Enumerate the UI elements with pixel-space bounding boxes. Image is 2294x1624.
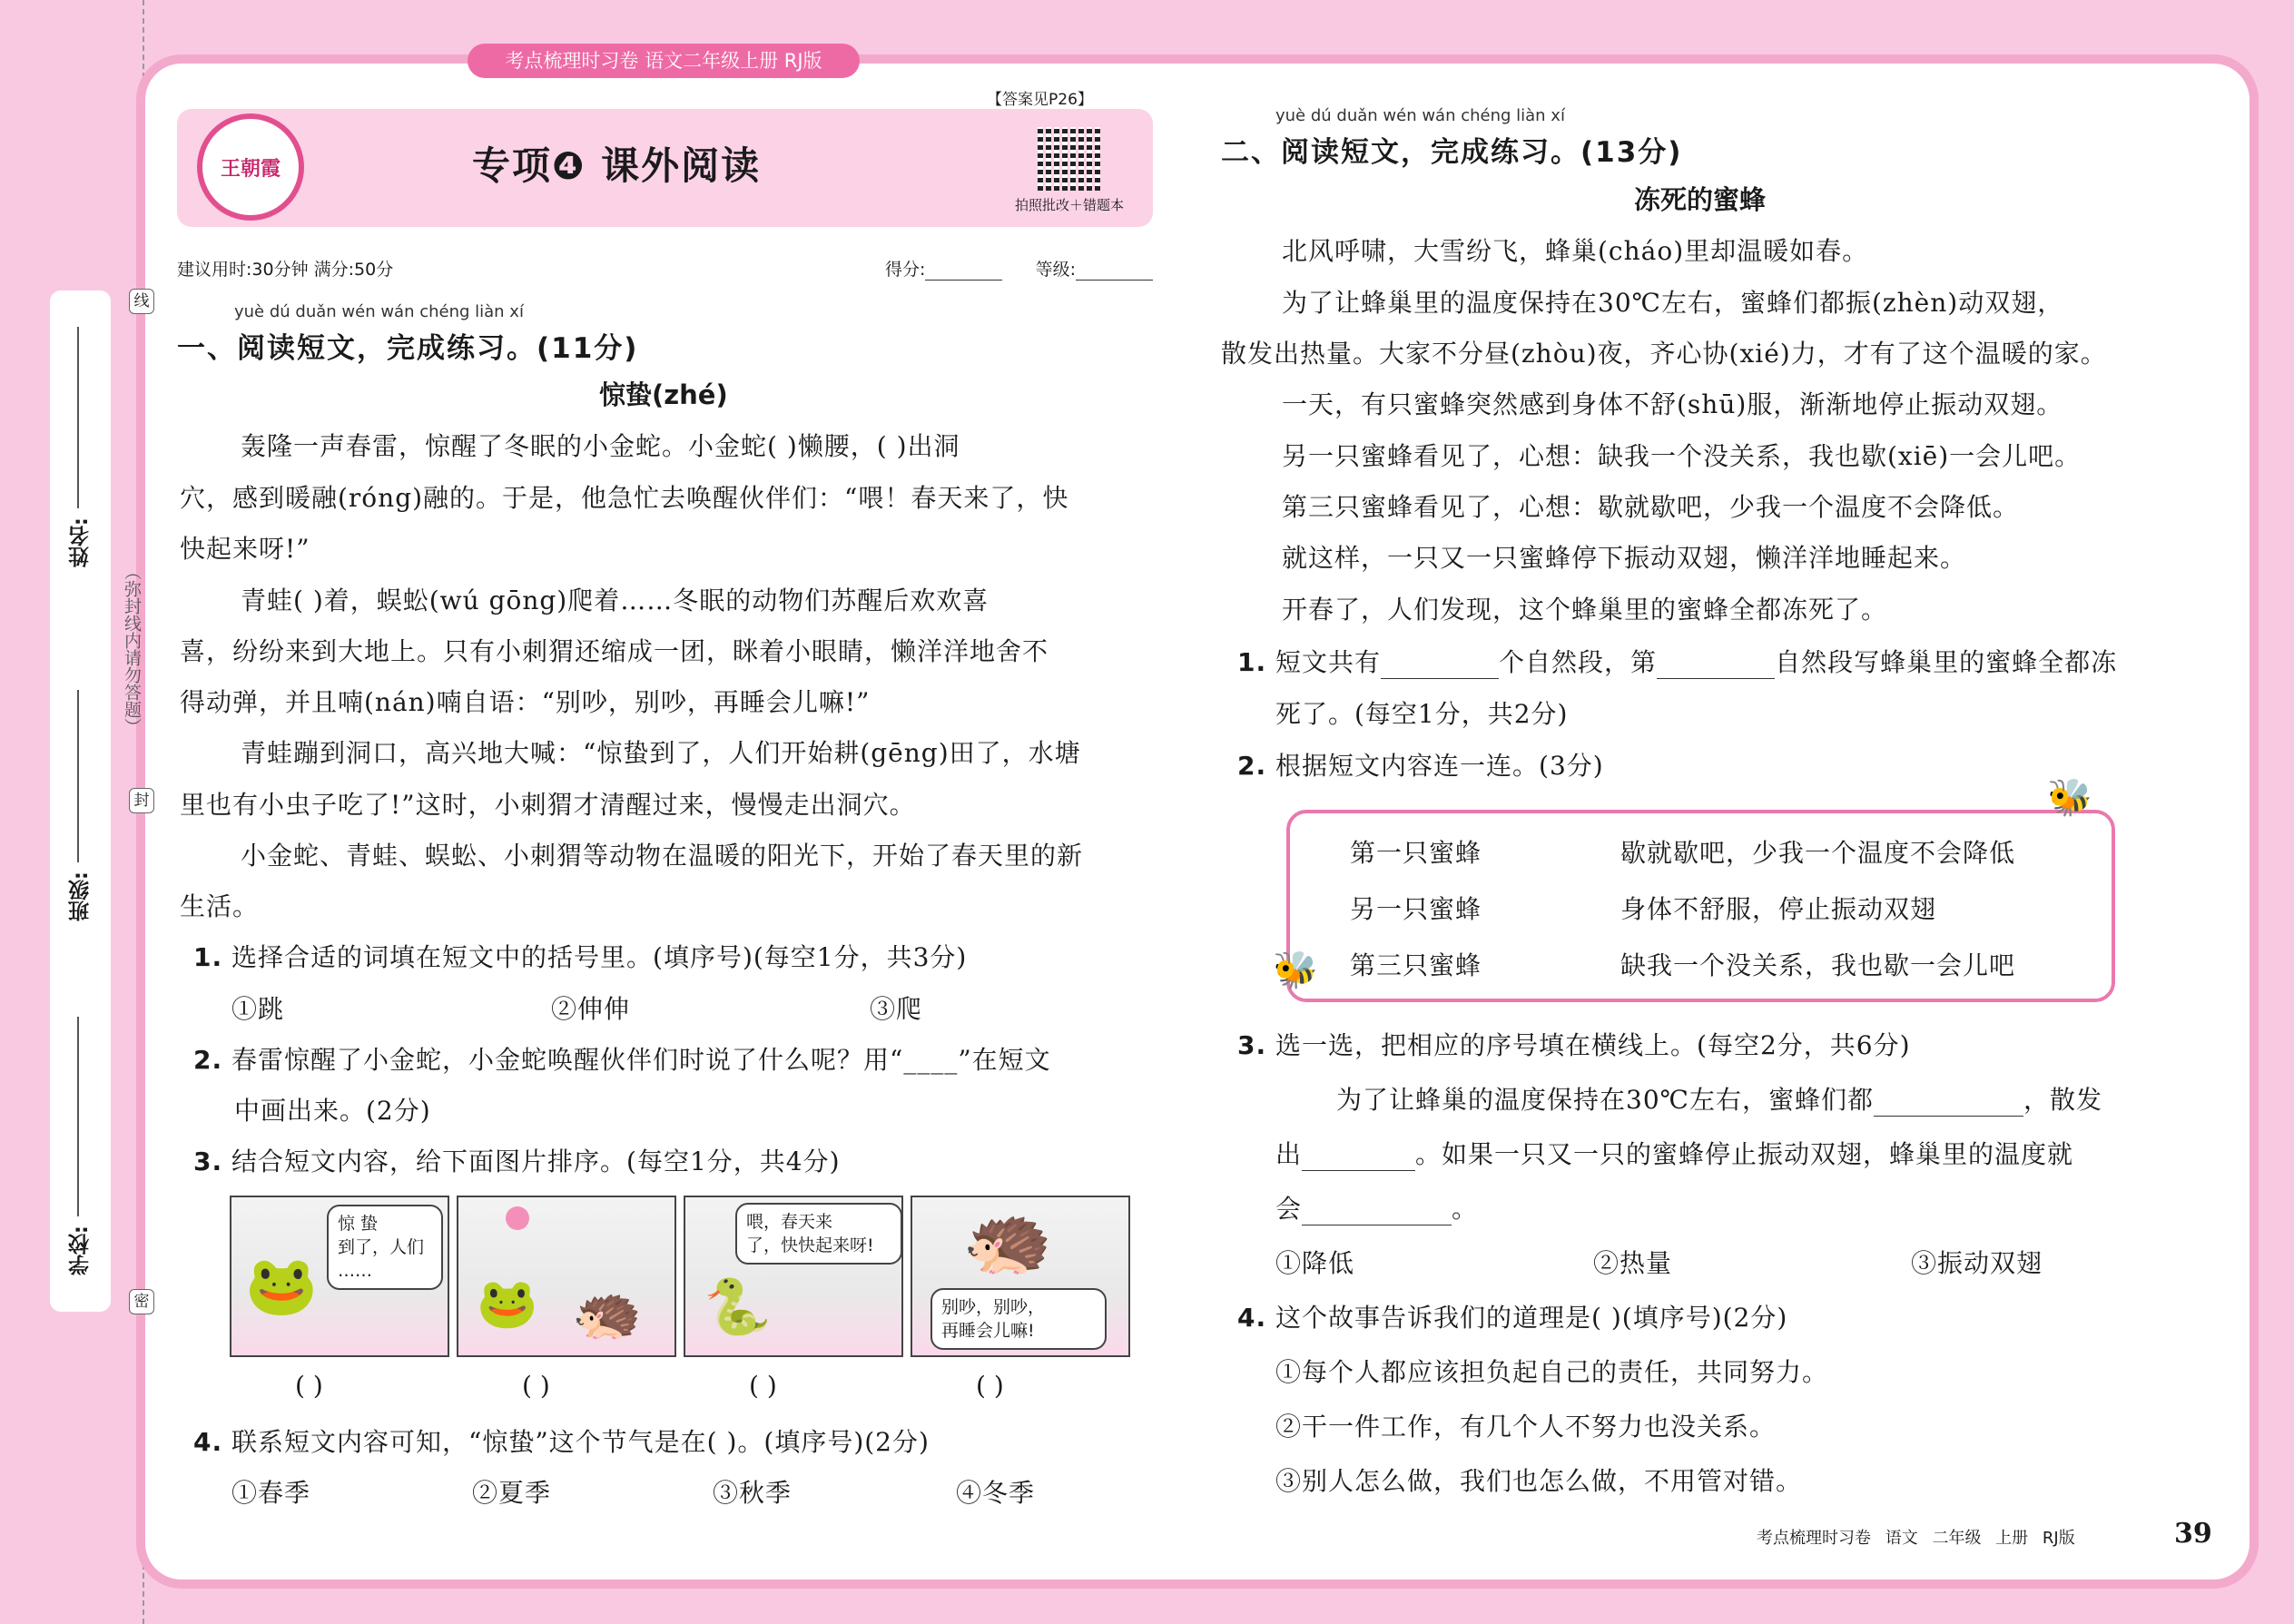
p1-q1: 1. 选择合适的词填在短文中的括号里。(填序号)(每空1分，共3分) [193,942,968,972]
p2-line: 为了让蜂巢里的温度保持在30℃左右，蜜蜂们都振(zhèn)动双翅， [1282,288,2064,318]
order-blank[interactable]: ( ) [295,1371,323,1401]
comic-panel-frog [230,1196,449,1357]
speech-bubble: 别吵，别吵， 再睡会儿嘛! [930,1288,1107,1350]
order-blank[interactable]: ( ) [976,1371,1004,1401]
p2-q4: 4. 这个故事告诉我们的道理是( )(填序号)(2分) [1237,1303,1788,1333]
p1-q4-option[interactable]: ①春季 [231,1478,311,1508]
score-label: 得分: [884,260,926,280]
fill-blank[interactable] [1874,1116,2023,1117]
p2-line: 另一只蜜蜂看见了，心想：缺我一个没关系，我也歇(xiē)一会儿吧。 [1282,441,2082,471]
match-right-item[interactable]: 歇就歇吧，少我一个温度不会降低 [1620,838,2016,868]
seal-char-secret: 密 [129,1289,154,1314]
p1-q2-line2: 中画出来。(2分) [234,1096,431,1126]
footer: 考点梳理时习卷 语文 二年级 上册 RJ版 [1757,1529,2075,1548]
snake-icon: 🐍 [704,1275,772,1339]
p2-q3-option[interactable]: ③振动双翅 [1911,1248,2043,1278]
match-left-item[interactable]: 另一只蜜蜂 [1350,894,1482,924]
sun-icon [506,1206,529,1230]
fill-blank[interactable] [1381,678,1499,679]
binding-strip [50,290,111,1312]
p1-line: 得动弹，并且喃(nán)喃自语：“别吵，别吵，再睡会儿嘛!” [180,687,871,717]
top-banner: 考点梳理时习卷 语文二年级上册 RJ版 [468,44,860,78]
match-right-item[interactable]: 身体不舒服，停止振动双翅 [1620,894,1937,924]
part2-pinyin: yuè dú duǎn wén wán chéng liàn xí [1275,106,1565,125]
p2-line: 就这样，一只又一只蜜蜂停下振动双翅，懒洋洋地睡起来。 [1282,543,1967,573]
p2-q3-option[interactable]: ①降低 [1275,1248,1355,1278]
p2-q3: 3. 选一选，把相应的序号填在横线上。(每空2分，共6分) [1237,1030,1911,1060]
match-right-item[interactable]: 缺我一个没关系，我也歇一会儿吧 [1620,950,2016,980]
time-limit: 建议用时:30分钟 满分:50分 [177,260,394,280]
p2-line: 第三只蜜蜂看见了，心想：歇就歇吧，少我一个温度不会降低。 [1282,492,2020,522]
p1-line: 里也有小虫子吃了!”这时，小刺猬才清醒过来，慢慢走出洞穴。 [180,790,916,820]
class-label: 班级: [69,871,93,922]
page-number: 39 [2174,1518,2212,1550]
p2-line: 开春了，人们发现，这个蜂巢里的蜜蜂全都冻死了。 [1282,595,1888,625]
comic-panel-snake [684,1196,903,1357]
p2-q4-option[interactable]: ②干一件工作，有几个人不努力也没关系。 [1275,1412,1777,1442]
grade-label: 等级: [1035,260,1076,280]
p1-q2: 2. 春雷惊醒了小金蛇，小金蛇唤醒伙伴们时说了什么呢？用“____”在短文 [193,1045,1051,1075]
p2-line: 北风呼啸，大雪纷飞，蜂巢(cháo)里却温暖如春。 [1282,236,1869,266]
name-line[interactable] [77,327,79,508]
p2-line: 散发出热量。大家不分昼(zhòu)夜，齐心协(xié)力，才有了这个温暖的家。 [1221,339,2107,369]
p1-line: 穴，感到暖融(róng)融的。于是，他急忙去唤醒伙伴们：“喂！春天来了，快 [180,483,1069,513]
p1-q4-option[interactable]: ③秋季 [713,1478,793,1508]
p2-q3-fill3: 会 。 [1275,1194,1479,1224]
p2-q4-option[interactable]: ③别人怎么做，我们也怎么做，不用管对错。 [1275,1466,1803,1496]
p1-line: 小金蛇、青蛙、蜈蚣、小刺猬等动物在温暖的阳光下，开始了春天里的新 [241,841,1084,871]
p2-q4-option[interactable]: ①每个人都应该担负起自己的责任，共同努力。 [1275,1357,1829,1387]
comic-panel-sun [457,1196,676,1357]
p2-q3-fill2: 出 。如果一只又一只的蜜蜂停止振动双翅，蜂巢里的温度就 [1275,1139,2074,1169]
p1-line: 生活。 [180,891,260,921]
speech-bubble: 惊 蛰 到了，人们 …… [327,1205,443,1290]
p1-line: 轰隆一声春雷，惊醒了冬眠的小金蛇。小金蛇( )懒腰，( )出洞 [241,431,960,461]
order-blank[interactable]: ( ) [749,1371,777,1401]
part2-title: 冻死的蜜蜂 [1634,184,1767,215]
school-line[interactable] [77,1017,79,1216]
order-blank[interactable]: ( ) [522,1371,550,1401]
name-label: 姓名: [69,517,93,568]
p1-q3: 3. 结合短文内容，给下面图片排序。(每空1分，共4分) [193,1147,841,1176]
p1-q4-option[interactable]: ②夏季 [472,1478,552,1508]
hedgehog-icon: 🦔 [572,1279,643,1345]
p2-q1-line2: 死了。(每空1分，共2分) [1275,699,1569,729]
qr-code-icon[interactable] [1038,127,1101,191]
qr-caption: 拍照批改＋错题本 [1015,197,1125,213]
bee-icon: 🐝 [1273,950,1318,991]
p1-line: 青蛙蹦到洞口，高兴地大喊：“惊蛰到了，人们开始耕(gēng)田了，水塘 [241,738,1081,768]
match-left-item[interactable]: 第一只蜜蜂 [1350,838,1482,868]
score-field[interactable] [925,280,1002,281]
p1-line: 喜，纷纷来到大地上。只有小刺猬还缩成一团，眯着小眼睛，懒洋洋地舍不 [180,636,1049,666]
p1-line: 青蛙( )着，蜈蚣(wú gōng)爬着……冬眠的动物们苏醒后欢欢喜 [241,586,989,615]
p1-line: 快起来呀!” [180,534,310,564]
part1-pinyin: yuè dú duǎn wén wán chéng liàn xí [234,302,524,321]
grade-field[interactable] [1076,280,1153,281]
p1-q1-option[interactable]: ①跳 [231,994,285,1024]
hedgehog-icon: 🦔 [962,1197,1053,1282]
p2-q1: 1. 短文共有 个自然段，第 自然段写蜂巢里的蜜蜂全都冻 [1237,647,2118,677]
match-left-item[interactable]: 第三只蜜蜂 [1350,950,1482,980]
p2-q3-fill1: 为了让蜂巢的温度保持在30℃左右，蜜蜂们都 ，散发 [1336,1085,2102,1115]
bee-icon: 🐝 [2047,777,2092,819]
p2-q2: 2. 根据短文内容连一连。(3分) [1237,751,1604,781]
p2-q3-option[interactable]: ②热量 [1593,1248,1673,1278]
seal-note: （弥封线内请勿答题） [122,563,142,735]
p1-q4: 4. 联系短文内容可知，“惊蛰”这个节气是在( )。(填序号)(2分) [193,1427,930,1457]
p1-q1-option[interactable]: ②伸伸 [551,994,631,1024]
fill-blank[interactable] [1657,678,1775,679]
part2-heading: 二、阅读短文，完成练习。(13分) [1221,136,1683,169]
seal-char-line: 线 [129,289,154,314]
part1-title: 惊蛰(zhé) [599,379,728,410]
p1-q1-option[interactable]: ③爬 [870,994,923,1024]
frog-icon: 🐸 [477,1275,538,1332]
p1-q4-option[interactable]: ④冬季 [956,1478,1036,1508]
class-line[interactable] [77,690,79,862]
part1-heading: 一、阅读短文，完成练习。(11分) [177,332,639,365]
speech-bubble: 喂，春天来 了，快快起来呀! [735,1203,902,1265]
answer-ref: 【答案见P26】 [987,91,1093,109]
seal-char-seal: 封 [129,788,154,813]
section-title: 专项❹ 课外阅读 [472,143,762,188]
school-label: 学校: [69,1225,93,1276]
p2-line: 一天，有只蜜蜂突然感到身体不舒(shū)服，渐渐地停止振动双翅。 [1282,389,2063,419]
fill-blank[interactable] [1302,1170,1415,1171]
meta-row [177,256,1153,281]
comic-panel-hedgehog [911,1196,1130,1357]
frog-icon: 🐸 [245,1253,318,1320]
publisher-logo: 王朝霞 [197,113,304,221]
